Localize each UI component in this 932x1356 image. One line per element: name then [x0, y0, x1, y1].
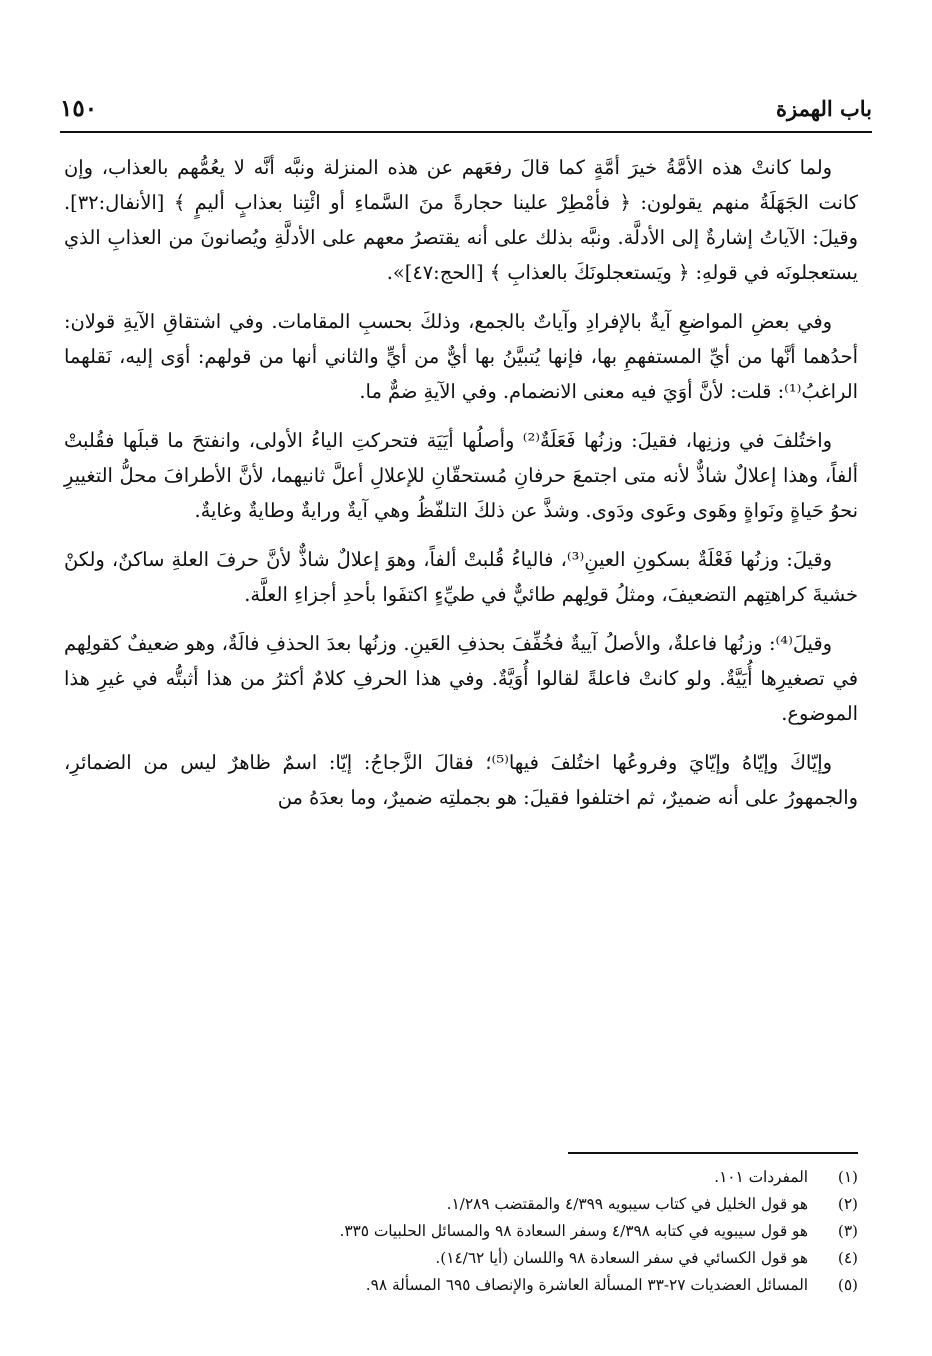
paragraph: وقيلَ⁽⁴⁾: وزنُها فاعلةٌ، والأصلُ آييةٌ فخُفِّفَ بحذفِ العَينِ. وزنُها بعدَ الحذفِ فالَةٌ، وهو ضعيفٌ كقولِهم في تصغيرِها أُيَيَّةٌ. ولو كانتْ فاعلةً لقالوا أُوَيَّةٌ. وفي هذا الحرفِ كلامٌ أكثرُ من هذا أثبتُّه في غيرِ هذا الموضوع.	[64, 632, 858, 725]
footnote-number: (٣)	[837, 1222, 858, 1240]
running-title: باب الهمزة	[776, 95, 872, 121]
paragraph: وقيلَ: وزنُها فَعْلَةٌ بسكونِ العينِ⁽³⁾، فالياءُ قُلبتْ ألفاً، وهوَ إعلالٌ شاذٌّ لأنَّ حرفَ العلةِ ساكنٌ، ولكنْ خشيةَ كراهتِهم التضعيفَ، ومثلُ قولِهم طائيٌّ في طيِّءٍ اكتفَوا بأحدِ أجزاءِ العلَّة.	[64, 548, 858, 606]
footnote-number: (١)	[837, 1168, 858, 1186]
paragraph: ولما كانتْ هذه الأمَّةُ خيرَ أمَّةٍ كما قالَ رفعَهم عن هذه المنزلة ونبَّه أنَّه لا يعُمُّهم بالعذاب، وإن كانت الجَهَلَةُ منهم يقولون: ﴿ فأمْطِرْ علينا حجارةً منَ السَّماءِ أو ائْتِنا بعذابٍ أليمٍ ﴾ [الأنفال:٣٢]. وقيلَ: الآياتُ إشارةٌ إلى الأدلَّة. ونبَّه بذلك على أنه يقتصرُ معهم على الأدلَّةِ ويُصانونَ من العذابِ الذي يستعجلونَه في قولهِ: ﴿ ويَستعجلونَكَ بالعذابِ ﴾ [الحج:٤٧]».	[64, 156, 858, 284]
footnote-text: هو قول سيبويه في كتابه ٤/٣٩٨ وسفر السعادة ٩٨ والمسائل الحلبيات ٣٣٥.	[339, 1222, 808, 1240]
footnote-text: المفردات ١٠١.	[714, 1168, 808, 1186]
paragraph: وإيّاكَ وإيّاهُ وإيّايَ وفروعُها اختُلفَ فيها⁽⁵⁾؛ فقالَ الزَّجاجُ: إيّا: اسمٌ ظاهرٌ ليس من الضمائرِ، والجمهورُ على أنه ضميرٌ، ثم اختلفوا فقيلَ: هو بجملتِه ضميرٌ، وما بعدَهُ من	[64, 751, 858, 809]
footnote-text: المسائل العضديات ٢٧-٣٣ المسألة العاشرة والإنصاف ٦٩٥ المسألة ٩٨.	[365, 1276, 808, 1294]
footnote-item	[70, 1191, 858, 1218]
footnote-rule	[568, 1152, 858, 1154]
paragraph: وفي بعضِ المواضعِ آيةٌ بالإفرادِ وآياتٌ بالجمع، وذلكَ بحسبِ المقامات. وفي اشتقاقِ الآيةِ قولان: أحدُهما أنَّها من أيِّ المستفهمِ بها، فإنها يُتبيَّنُ بها أيٌّ من أيٍّ والثاني أنها من قولهم: أوَى إليه، نَقلهما الراغبُ⁽¹⁾: قلت: لأنَّ أوَيَ فيه معنى الانضمام. وفي الآيةِ ضمٌّ ما.	[64, 310, 858, 403]
page-number: ١٥٠	[60, 94, 98, 122]
footnote-item	[70, 1245, 858, 1272]
page-header	[60, 88, 872, 128]
footnote-item	[70, 1164, 858, 1191]
footnote-text: هو قول الخليل في كتاب سيبويه ٤/٣٩٩ والمقتضب ١/٢٨٩.	[446, 1195, 808, 1213]
footnote-text: هو قول الكسائي في سفر السعادة ٩٨ واللسان (أيا ١٤/٦٢).	[435, 1249, 808, 1267]
footnote-item	[70, 1218, 858, 1245]
footnotes	[70, 1164, 858, 1299]
footnote-number: (٢)	[837, 1195, 858, 1213]
header-rule	[60, 131, 872, 133]
main-text	[64, 150, 858, 829]
footnote-number: (٤)	[837, 1249, 858, 1267]
paragraph: واختُلفَ في وزنِها، فقيلَ: وزنُها فَعَلَةٌ⁽²⁾ وأصلُها أيَيَة فتحركتِ الياءُ الأولى، وانفتحَ ما قبلَها فقُلبتْ ألفاً، وهذا إعلالٌ شاذٌّ لأنه متى اجتمعَ حرفانِ مُستحقّانِ للإعلالِ أعلَّ ثانيهما، لأنَّ الأطرافَ محلُّ التغييرِ نحوُ حَياةٍ ونَواةٍ وهَوى وعَوى ودَوى. وشذَّ عن ذلكَ التلفّظُ وهي آيةٌ ورايةٌ وطايةٌ وغايةٌ.	[64, 429, 858, 522]
footnote-item	[70, 1272, 858, 1299]
footnote-number: (٥)	[837, 1276, 858, 1294]
